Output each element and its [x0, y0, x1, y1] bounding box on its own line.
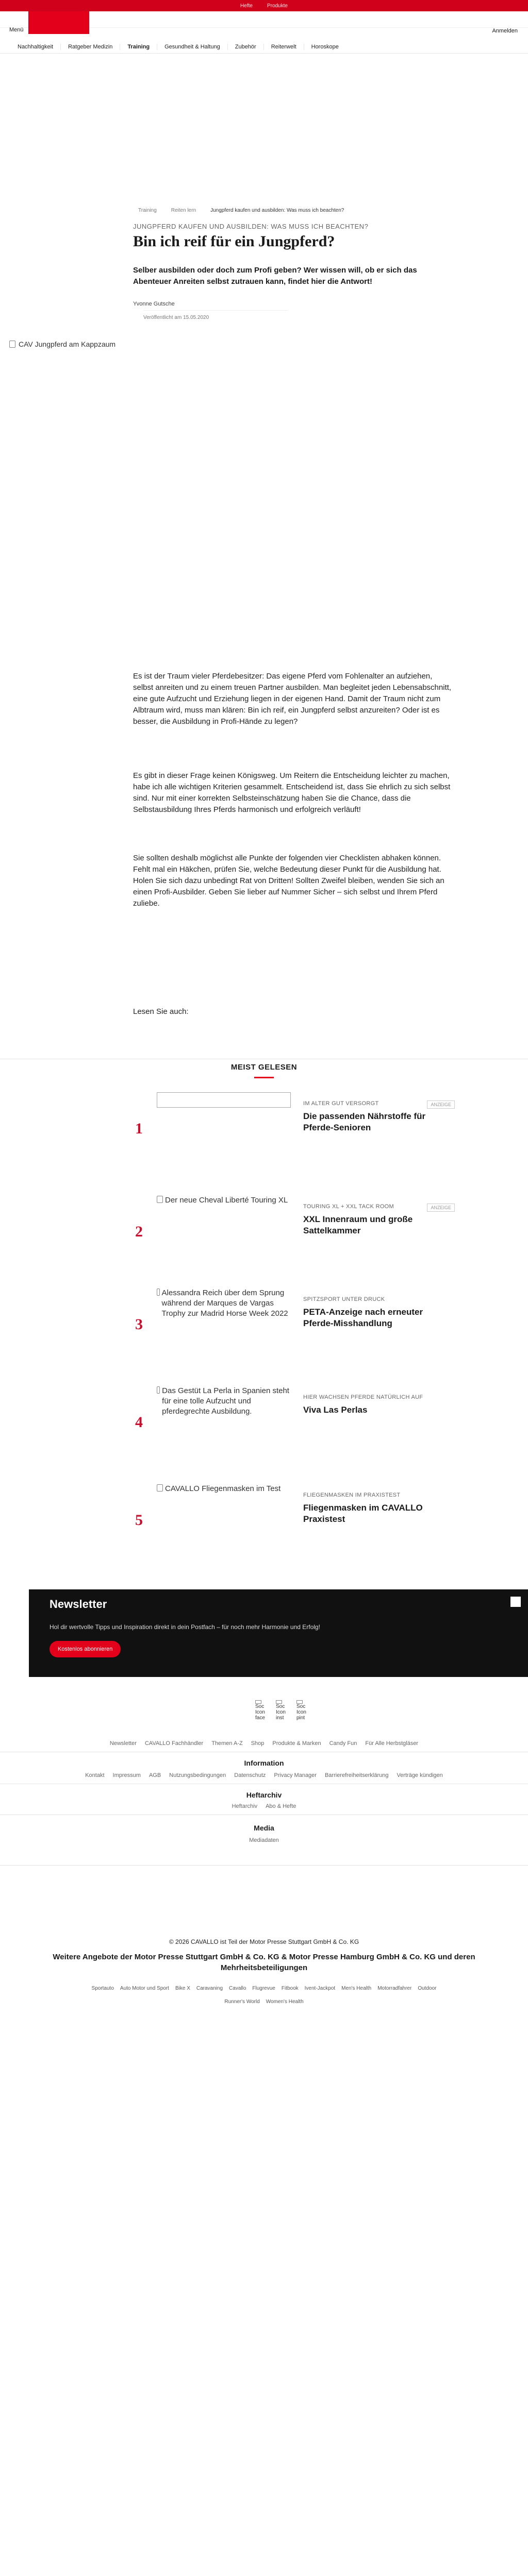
footer-link[interactable]: Verträge kündigen — [397, 1772, 443, 1778]
breadcrumb-item[interactable]: Reiten lern — [171, 208, 196, 213]
brand-link[interactable]: Caravaning — [196, 1986, 223, 1991]
topbar-link-produkte[interactable]: Produkte — [267, 3, 288, 9]
ad-badge: ANZEIGE — [427, 1204, 455, 1212]
social-label: Soc Icon pint — [296, 1704, 306, 1721]
social-label: Soc Icon inst — [276, 1704, 286, 1721]
rank-number: 4 — [135, 1414, 143, 1431]
article-lead: Selber ausbilden oder doch zum Profi geben? Wer wissen will, ob er sich das Abenteuer Anreiten selbst zutrauen kann, findet hier die Antwort! — [133, 266, 417, 286]
article-paragraph: Es ist der Traum vieler Pferdebesitzer: Das eigene Pferd vom Fohlenalter an aufziehen, selbst anreiten und zu einem treuen Partner ausbilden. Man begleitet jeden Lebensabschnitt, eine gute Aufzucht und Erziehung liegen in der eigenen Hand. Damit der Traum nicht zum Albtraum wird, muss man klären: Bin ich reif, ein Jungpferd selbst anzureiten? Oder ist es besser, die Ausbildung in Profi-Hände zu legen? — [133, 672, 452, 726]
nav-item-training[interactable]: Training — [120, 44, 157, 50]
login-link[interactable]: Anmelden — [492, 28, 518, 34]
brand-link[interactable]: Sportauto — [91, 1986, 114, 1991]
most-read-heading: MEIST GELESEN — [230, 1063, 298, 1072]
footer-link[interactable]: Heftarchiv — [232, 1803, 258, 1809]
footer-links-information — [0, 1772, 528, 1778]
nav-item-ratgeber-medizin[interactable]: Ratgeber Medizin — [61, 44, 120, 50]
brand-links — [0, 1986, 528, 1991]
hero-image — [9, 340, 319, 361]
subscribe-button[interactable]: Kostenlos abonnieren — [50, 1641, 121, 1657]
teaser-image-alt: Das Gestüt La Perla in Spanien steht für eine tolle Aufzucht und pferdegrechte Ausbildung. — [162, 1386, 289, 1416]
rank-number: 2 — [135, 1223, 143, 1240]
newsletter-banner — [29, 1589, 528, 1677]
footer-link[interactable]: Newsletter — [109, 1740, 137, 1747]
footer-link[interactable]: Produkte & Marken — [272, 1740, 321, 1747]
broken-image-icon — [9, 341, 15, 348]
teaser-kicker: TOURING XL + XXL TACK ROOM — [303, 1204, 394, 1210]
image-placeholder-icon — [255, 1700, 261, 1704]
brand-logo[interactable] — [28, 11, 89, 34]
nav-item-reiterwelt[interactable]: Reiterwelt — [264, 44, 304, 50]
footer-heading-archive: Heftarchiv — [246, 1791, 282, 1799]
footer-links-primary — [0, 1740, 528, 1747]
teaser-kicker: SPITZSPORT UNTER DRUCK — [303, 1296, 385, 1302]
broken-image-icon — [157, 1484, 163, 1492]
other-offers-heading: Weitere Angebote der Motor Presse Stuttgart GmbH & Co. KG & Motor Presse Hamburg GmbH & Co. KG und deren Mehrheitsbeteiligungen — [53, 1953, 475, 1972]
article-kicker: JUNGPFERD KAUFEN UND AUSBILDEN: WAS MUSS ICH BEACHTEN? — [133, 223, 369, 230]
brand-link[interactable]: Motorradfahrer — [377, 1986, 412, 1991]
teaser-kicker: IM ALTER GUT VERSORGT — [303, 1100, 379, 1107]
brand-links — [0, 1999, 528, 2005]
pinterest-icon[interactable] — [296, 1700, 310, 1721]
brand-link[interactable]: Fitbook — [281, 1986, 299, 1991]
footer-link[interactable]: CAVALLO Fachhändler — [144, 1740, 204, 1747]
menu-button[interactable]: Menü — [9, 27, 24, 33]
brand-link[interactable]: Men's Health — [341, 1986, 372, 1991]
image-placeholder-icon — [276, 1700, 282, 1704]
newsletter-text: Hol dir wertvolle Tipps und Inspiration direkt in dein Postfach – für noch mehr Harmonie und Erfolg! — [50, 1623, 320, 1631]
copyright-text: © 2026 CAVALLO ist Teil der Motor Presse Stuttgart GmbH & Co. KG — [169, 1938, 359, 1945]
facebook-icon[interactable] — [255, 1700, 269, 1721]
teaser-image-alt: Alessandra Reich über dem Sprung während der Marques de Vargas Trophy zur Madrid Horse Week 2022 — [161, 1289, 288, 1318]
brand-link[interactable]: Flugrevue — [252, 1986, 275, 1991]
teaser-image[interactable] — [157, 1195, 291, 1273]
brand-link[interactable]: Runner's World — [224, 1999, 260, 2005]
footer-link[interactable]: Datenschutz — [234, 1772, 266, 1778]
footer-link[interactable]: Privacy Manager — [274, 1772, 317, 1778]
brand-link[interactable]: Women's Health — [266, 1999, 304, 2005]
hero-image-alt: CAV Jungpferd am Kappzaum — [19, 340, 116, 348]
footer-link[interactable]: Barrierefreiheitserklärung — [324, 1772, 389, 1778]
list-item[interactable] — [133, 1484, 458, 1577]
teaser-image[interactable] — [157, 1288, 291, 1365]
brand-link[interactable]: Outdoor — [418, 1986, 437, 1991]
footer-link[interactable]: AGB — [148, 1772, 161, 1778]
footer-link[interactable]: Candy Fun — [329, 1740, 357, 1747]
article-paragraph: Es gibt in dieser Frage keinen Königsweg. Um Reitern die Entscheidung leichter zu machen, habe ich alle wichtigen Kriterien gesammelt. Entscheidend ist, dass Sie ehrlich zu sich selbst sind. Nur mit einer korrekten Selbsteinschätzung haben Sie die Chance, dass die Selbstausbildung Ihres Pferds harmonisch und erfolgreich verläuft! — [133, 771, 451, 814]
nav-item-gesundheit-haltung[interactable]: Gesundheit & Haltung — [157, 44, 228, 50]
footer-links-media — [0, 1837, 528, 1843]
teaser-image-alt: CAVALLO Fliegenmasken im Test — [165, 1484, 281, 1493]
nav-item-zubehoer[interactable]: Zubehör — [228, 44, 264, 50]
newsletter-title: Newsletter — [50, 1598, 107, 1611]
teaser-image[interactable] — [157, 1484, 291, 1561]
teaser-kicker: FLIEGENMASKEN IM PRAXISTEST — [303, 1492, 401, 1498]
rank-number: 1 — [135, 1120, 143, 1137]
teaser-image[interactable] — [157, 1386, 291, 1463]
ad-badge: ANZEIGE — [427, 1100, 455, 1109]
topbar-link-hefte[interactable]: Hefte — [240, 3, 253, 9]
footer-link[interactable]: Themen A-Z — [211, 1740, 243, 1747]
page-title: Bin ich reif für ein Jungpferd? — [133, 233, 335, 250]
teaser-title[interactable]: Fliegenmasken im CAVALLO Praxistest — [303, 1503, 423, 1524]
footer-link[interactable]: Shop — [251, 1740, 265, 1747]
author-name[interactable]: Yvonne Gutsche — [133, 301, 175, 307]
social-label: Soc Icon face — [255, 1704, 265, 1721]
footer-links-archive — [0, 1803, 528, 1809]
teaser-title[interactable]: Viva Las Perlas — [303, 1405, 368, 1415]
footer-link[interactable]: Abo & Hefte — [266, 1803, 296, 1809]
broken-image-icon — [157, 1386, 160, 1394]
list-item[interactable] — [133, 1386, 458, 1479]
footer-link[interactable]: Nutzungsbedingungen — [169, 1772, 226, 1778]
teaser-image[interactable] — [157, 1092, 291, 1108]
main-navigation — [0, 40, 528, 54]
teaser-image-alt: Der neue Cheval Liberté Touring XL — [165, 1196, 288, 1205]
footer-heading-media: Media — [254, 1824, 274, 1832]
top-utility-bar — [0, 0, 528, 11]
instagram-icon[interactable] — [276, 1700, 289, 1721]
footer-heading-information: Information — [244, 1759, 284, 1767]
social-links — [255, 1700, 310, 1721]
rank-number: 5 — [135, 1512, 143, 1529]
article-paragraph: Sie sollten deshalb möglichst alle Punkte der folgenden vier Checklisten abhaken können. Fehlt mal ein Häkchen, prüfen Sie, welche Bedeutung dieser Punkt für die Ausbildung hat. Holen Sie sich dazu unbedingt Rat von Dritten! Sollten Zweifel bleiben, wenden Sie sich an einen Profi-Ausbilder. Geben Sie lieber auf Nummer Sicher – sich selbst und Ihrem Pferd zuliebe. — [133, 854, 444, 908]
teaser-title[interactable]: XXL Innenraum und große Sattelkammer — [303, 1214, 413, 1235]
brand-link[interactable]: Ivent-Jackpot — [304, 1986, 336, 1991]
article-paragraph: Lesen Sie auch: — [133, 1007, 189, 1016]
list-item[interactable] — [133, 1195, 458, 1288]
teaser-title[interactable]: Die passenden Nährstoffe für Pferde-Senioren — [303, 1111, 426, 1132]
footer-link[interactable]: Impressum — [112, 1772, 141, 1778]
teaser-title[interactable]: PETA-Anzeige nach erneuter Pferde-Misshandlung — [303, 1307, 423, 1328]
nav-item-horoskope[interactable]: Horoskope — [311, 44, 339, 50]
nav-item-nachhaltigkeit[interactable]: Nachhaltigkeit — [10, 44, 61, 50]
breadcrumb — [133, 206, 453, 215]
list-item[interactable] — [133, 1288, 458, 1381]
heading-underline — [254, 1077, 274, 1078]
publish-date: Veröffentlicht am 15.05.2020 — [143, 310, 288, 320]
site-header — [0, 11, 528, 34]
brand-link[interactable]: Bike X — [175, 1986, 190, 1991]
rank-number: 3 — [135, 1316, 143, 1333]
divider — [0, 1865, 528, 1866]
list-item[interactable] — [133, 1092, 458, 1185]
brand-link[interactable]: Auto Motor und Sport — [120, 1986, 169, 1991]
footer-link[interactable]: Für Alle Herbstgläser — [365, 1740, 419, 1747]
brand-link[interactable]: Cavallo — [229, 1986, 246, 1991]
footer-link[interactable]: Mediadaten — [249, 1837, 279, 1843]
footer-link[interactable]: Kontakt — [85, 1772, 105, 1778]
teaser-kicker: HIER WACHSEN PFERDE NATÜRLICH AUF — [303, 1394, 423, 1400]
breadcrumb-current: Jungpferd kaufen und ausbilden: Was muss ich beachten? — [210, 208, 344, 213]
image-placeholder-icon — [296, 1700, 303, 1704]
broken-image-icon — [157, 1196, 163, 1203]
broken-image-icon — [157, 1289, 160, 1296]
breadcrumb-item[interactable]: Training — [138, 208, 157, 213]
close-icon[interactable] — [510, 1597, 521, 1607]
